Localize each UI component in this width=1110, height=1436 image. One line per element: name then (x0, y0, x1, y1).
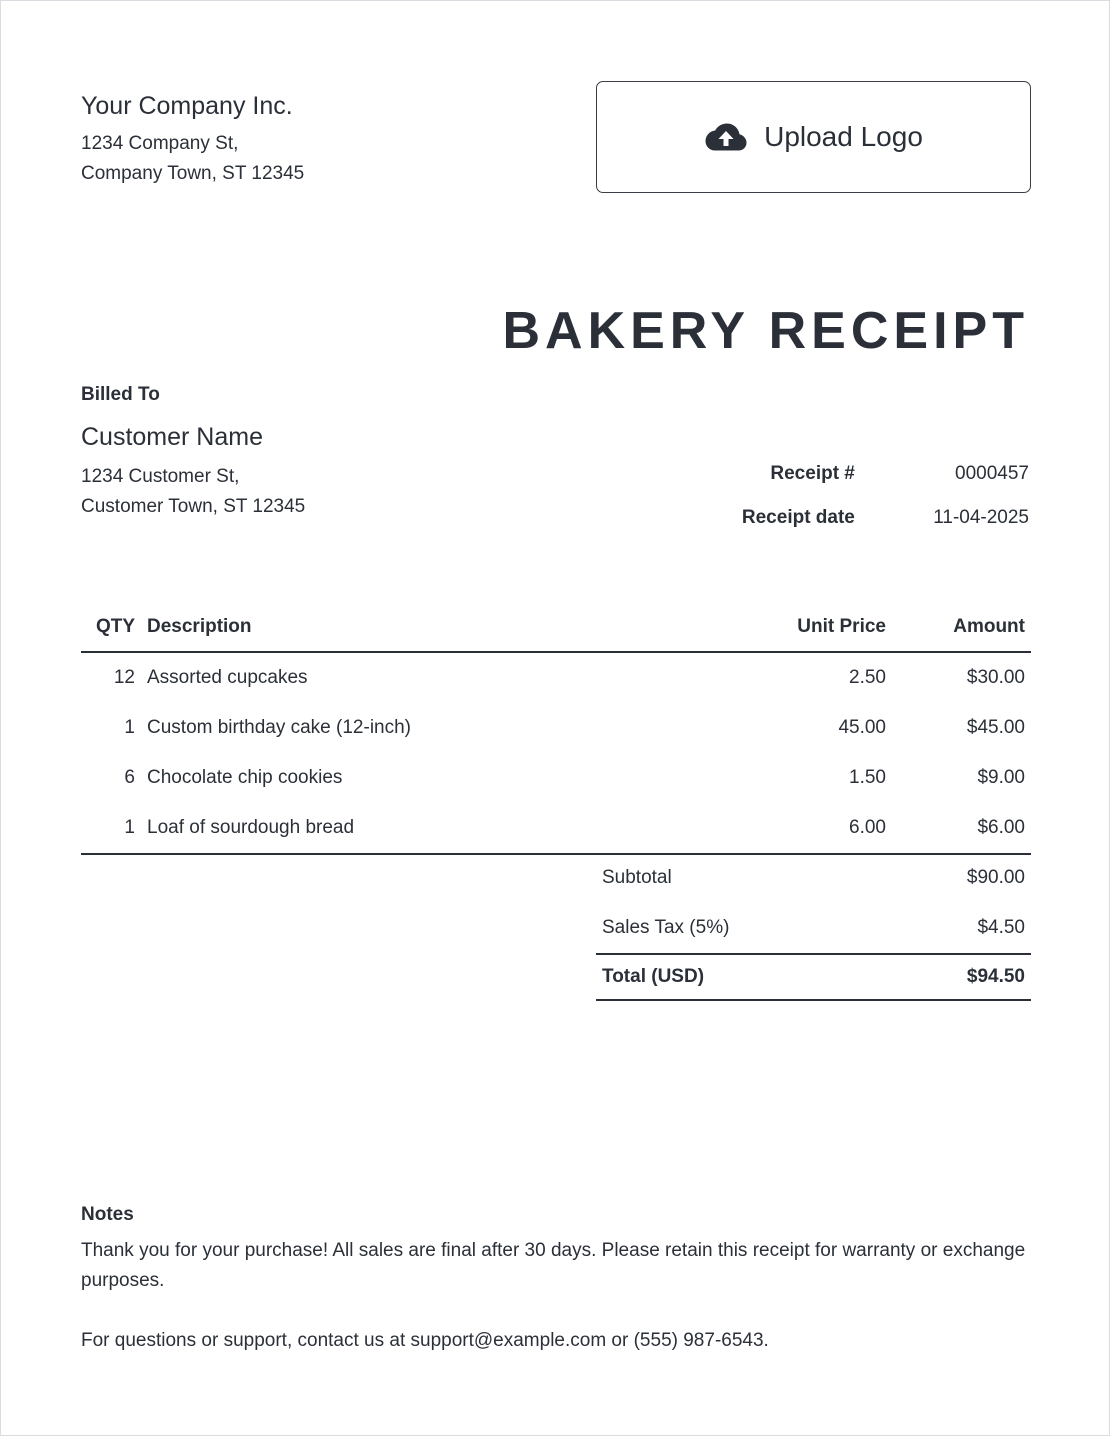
receipt-date-value[interactable]: 11-04-2025 (933, 507, 1029, 528)
tax-label[interactable]: Sales Tax (5%) (602, 917, 730, 938)
company-address-line1[interactable]: 1234 Company St, (81, 133, 239, 154)
items-table (81, 603, 1031, 855)
table-row (81, 703, 1031, 753)
header-unit-price: Unit Price (797, 616, 886, 637)
header-qty: QTY (95, 616, 135, 637)
items-table-header (81, 603, 1031, 653)
item-qty[interactable]: 1 (124, 817, 135, 838)
table-row (81, 653, 1031, 703)
item-amount: $45.00 (966, 717, 1025, 738)
customer-address-line1[interactable]: 1234 Customer St, (81, 466, 240, 487)
upload-logo-button[interactable] (596, 81, 1031, 193)
customer-name[interactable]: Customer Name (81, 423, 263, 451)
receipt-number-value[interactable]: 0000457 (955, 463, 1029, 484)
item-qty[interactable]: 6 (124, 767, 135, 788)
company-name[interactable]: Your Company Inc. (81, 92, 293, 120)
tax-row (596, 903, 1031, 953)
item-qty[interactable]: 1 (124, 717, 135, 738)
notes-text[interactable]: Thank you for your purchase! All sales are final after 30 days. Please retain this receipt for warranty or exchange purposes. (81, 1240, 1026, 1291)
header-description: Description (147, 616, 252, 637)
table-row (81, 753, 1031, 803)
item-amount: $30.00 (966, 667, 1025, 688)
total-row (596, 953, 1031, 1001)
cloud-upload-icon (704, 122, 748, 152)
table-row (81, 803, 1031, 853)
receipt-number-row (629, 452, 1029, 496)
item-unit-price[interactable]: 2.50 (849, 667, 886, 688)
document-title[interactable]: BAKERY RECEIPT (502, 302, 1029, 360)
billed-to-block (81, 382, 541, 522)
item-unit-price[interactable]: 1.50 (849, 767, 886, 788)
receipt-date-label: Receipt date (741, 507, 855, 528)
company-block (81, 89, 541, 189)
total-label: Total (USD) (602, 966, 705, 987)
company-address (81, 129, 541, 189)
header-amount: Amount (953, 616, 1025, 637)
subtotal-label: Subtotal (602, 867, 672, 888)
items-table-body (81, 653, 1031, 855)
item-qty[interactable]: 12 (113, 667, 135, 688)
notes-label: Notes (81, 1204, 134, 1225)
item-description[interactable]: Chocolate chip cookies (147, 767, 343, 788)
customer-address (81, 462, 541, 522)
tax-value: $4.50 (977, 917, 1025, 938)
item-amount: $6.00 (977, 817, 1025, 838)
item-unit-price[interactable]: 6.00 (849, 817, 886, 838)
notes-contact[interactable]: For questions or support, contact us at support@example.com or (555) 987-6543. (81, 1330, 769, 1351)
item-description[interactable]: Custom birthday cake (12-inch) (147, 717, 411, 738)
subtotal-value: $90.00 (966, 867, 1025, 888)
notes-block (81, 1202, 1031, 1356)
receipt-meta (629, 452, 1029, 540)
totals-block (596, 853, 1031, 1001)
item-description[interactable]: Assorted cupcakes (147, 667, 308, 688)
receipt-number-label: Receipt # (770, 463, 855, 484)
subtotal-row (596, 853, 1031, 903)
item-amount: $9.00 (977, 767, 1025, 788)
customer-address-line2[interactable]: Customer Town, ST 12345 (81, 496, 306, 517)
item-unit-price[interactable]: 45.00 (838, 717, 886, 738)
upload-logo-label: Upload Logo (764, 121, 923, 152)
item-description[interactable]: Loaf of sourdough bread (147, 817, 355, 838)
company-address-line2[interactable]: Company Town, ST 12345 (81, 163, 305, 184)
billed-to-label: Billed To (81, 384, 160, 405)
total-value: $94.50 (966, 966, 1025, 987)
receipt-date-row (629, 496, 1029, 540)
